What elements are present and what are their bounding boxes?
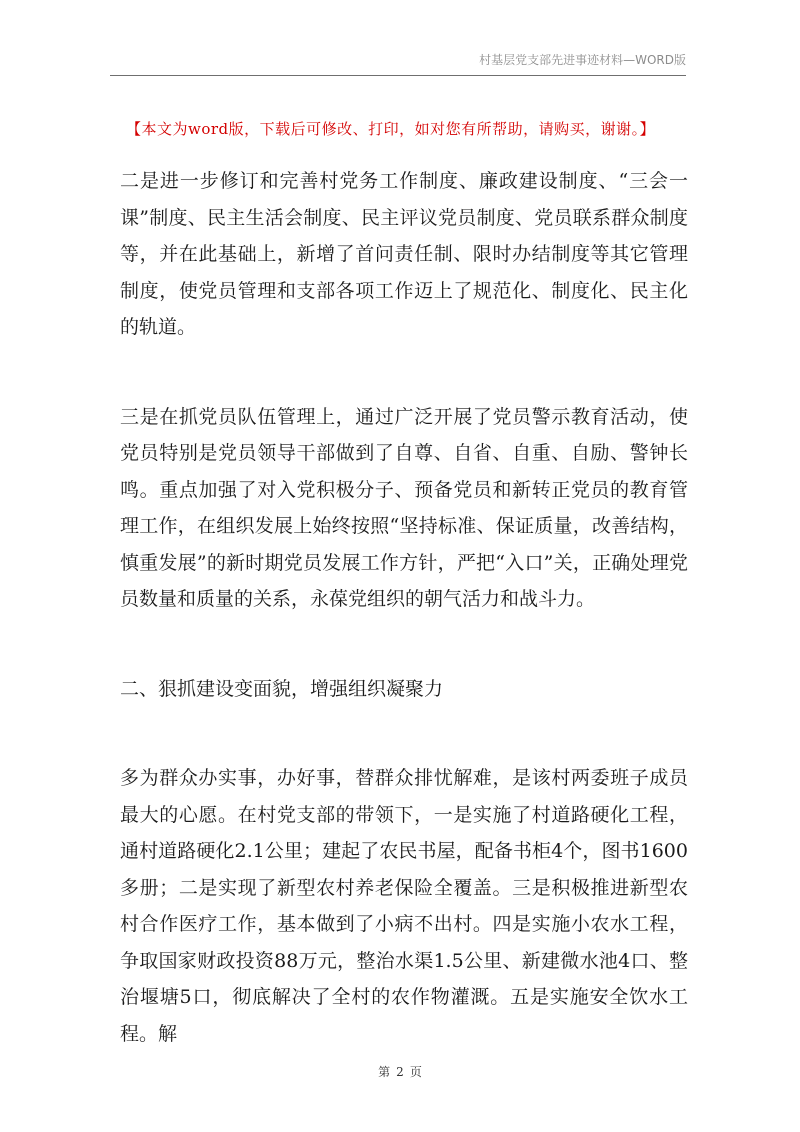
section-heading: 二、狠抓建设变面貌，增强组织凝聚力 [120,677,444,700]
document-body [120,163,688,1052]
page-suffix: 页 [409,1065,422,1079]
paragraph-system-revision: 二是进一步修订和完善村党务工作制度、廉政建设制度、“三会一课”制度、民主生活会制度、民主评议党员制度、党员联系群众制度等，并在此基础上，新增了首问责任制、限时办结制度等其它管理制度，使党员管理和支部各项工作迈上了规范化、制度化、民主化的轨道。 [120,170,688,338]
paragraph-spacer [120,618,688,671]
paragraph-spacer [120,707,688,760]
running-header: 村基层党支部先进事迹材料—WORD版 [479,53,686,67]
download-notice: 【本文为word版，下载后可修改、打印，如对您有所帮助，请购买，谢谢。】 [126,120,656,138]
page-prefix: 第 [378,1065,391,1079]
page-footer [0,1063,800,1080]
paragraph-member-management: 三是在抓党员队伍管理上，通过广泛开展了党员警示教育活动，使党员特别是党员领导干部做到了自尊、自省、自重、自励、警钟长鸣。重点加强了对入党积极分子、预备党员和新转正党员的教育管理工作，在组织发展上始终按照“坚持标准、保证质量，改善结构，慎重发展”的新时期党员发展工作方针，严把“入口”关，正确处理党员数量和质量的关系，永葆党组织的朝气活力和战斗力。 [120,405,688,610]
paragraph-practical-work: 多为群众办实事，办好事，替群众排忧解难，是该村两委班子成员最大的心愿。在村党支部的带领下，一是实施了村道路硬化工程，通村道路硬化2.1公里；建起了农民书屋，配备书柜4个，图书1600多册；二是实现了新型农村养老保险全覆盖。三是积极推进新型农村合作医疗工作，基本做到了小病不出村。四是实施小农水工程，争取国家财政投资88万元，整治水渠1.5公里、新建微水池4口、整治堰塘5口，彻底解决了全村的农作物灌溉。五是实施安全饮水工程。解 [120,767,688,1045]
paragraph-spacer [120,346,688,399]
header-divider [110,75,686,76]
page-number: 2 [396,1065,404,1079]
